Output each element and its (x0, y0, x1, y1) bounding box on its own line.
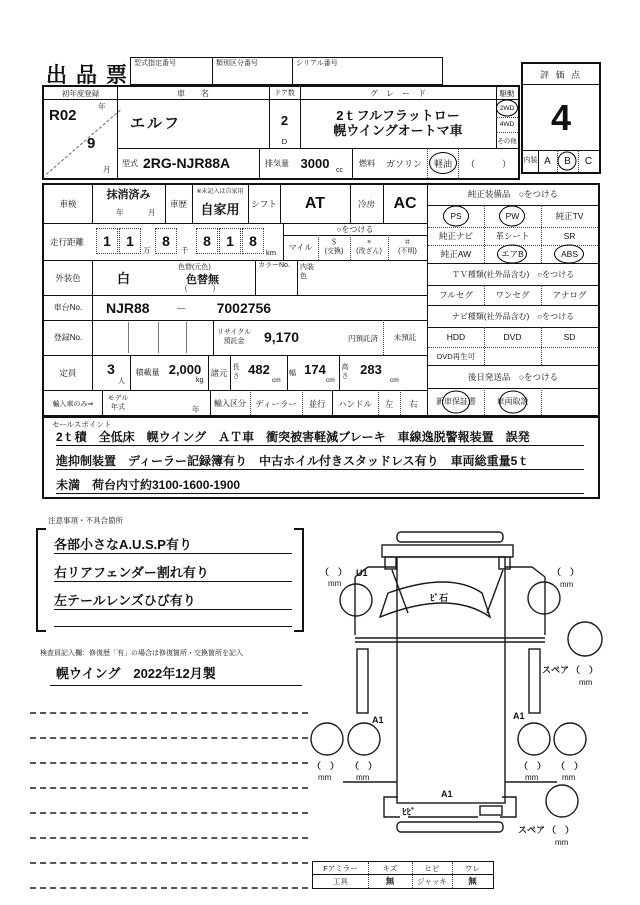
ruled-line (30, 887, 308, 889)
inspector-note: 検査員記入欄：修復歴「有」の場合は修復箇所・交換箇所を記入 (40, 650, 243, 657)
ext-color-value: 白 (117, 271, 131, 286)
mileage-digit-2: 1 (119, 228, 141, 254)
height-value: 283 (360, 361, 382, 377)
first-reg-year: R02 (49, 107, 77, 124)
mileage-man-unit: 万 (143, 246, 151, 255)
serial-no-box (292, 57, 443, 85)
int-color-label: 内装 色 (300, 264, 314, 281)
import-only-label: 輸入車のみ⇒ (52, 400, 94, 408)
side-rail-right (529, 649, 540, 713)
page-title: 出品票 (46, 64, 136, 87)
model-value: 2RG-NJR88A (143, 155, 231, 171)
reg-no-label: 登録No. (53, 333, 83, 342)
chassis-serial: 7002756 (216, 299, 272, 316)
wheel-size-mm-rl2: mm (356, 773, 370, 782)
fuel-opt-diesel: 軽油 (427, 148, 458, 178)
mile-label: マイル (288, 243, 313, 252)
first-reg-month: 9 (87, 135, 96, 152)
mileage-unit: km (266, 248, 276, 257)
equip-airbag: エアB (501, 249, 524, 259)
sales-points-label: セールスポイント (52, 420, 112, 429)
mile-unknown: ＃ (不明) (398, 239, 417, 255)
ruled-line (30, 862, 308, 864)
jack-none: 無 (468, 876, 477, 886)
truck-roof-bar (382, 545, 513, 557)
height-unit: cm (390, 377, 399, 384)
model-year-label: モデル 年式 (107, 395, 129, 411)
sales-line-1: 2ｔ積 全低床 幌ウイング ＡＴ車 衝突被害軽減ブレーキ 車線逸脱警報装置 誤発 (56, 428, 584, 446)
rear-step (480, 806, 502, 815)
truck-rear-bumper (397, 822, 503, 832)
notes-bracket-left (36, 528, 46, 632)
length-label: 長 さ (232, 364, 240, 380)
chassis-value (92, 295, 427, 320)
mile-exchange: ＄ (交換) (324, 239, 344, 255)
model-designation-no-label: 型式指定番号 (134, 60, 176, 67)
wheel-size-mm-fr: mm (560, 580, 574, 589)
navi-hdd: HDD (446, 332, 466, 342)
inspection-label: 車検 (59, 199, 77, 209)
interior-grade-a: A (544, 155, 551, 167)
model-row (117, 148, 518, 178)
truck-front-bumper (397, 532, 503, 542)
spare-paren-2: （ ） (547, 825, 575, 835)
drive-opt-other: その他 (497, 137, 517, 145)
shift-value: AT (304, 195, 326, 212)
spare-label-1: スペア (542, 665, 570, 675)
ruled-line (30, 812, 308, 814)
recycle-label: リサイクル 預託金 (216, 329, 252, 345)
tools-none: 無 (385, 876, 395, 886)
class-division-no-box (212, 57, 293, 85)
spare-mm-1: mm (579, 678, 593, 687)
wheel-size-paren-rr1: （ ） (519, 761, 547, 771)
interior-grade-b: B (564, 155, 571, 167)
jack-label: ジャッキ (417, 876, 447, 886)
front-wheel-right (528, 582, 560, 614)
rear-wheel-left-inner (348, 723, 380, 755)
mileage-label: 走行距離 (49, 236, 84, 247)
fuel-label: 燃料 (352, 148, 381, 178)
drive-label: 駆動 (499, 88, 515, 98)
mirror-break: ワレ (465, 863, 480, 873)
car-name-label: 車 名 (177, 88, 209, 98)
ext-color-label: 外装色 (55, 272, 81, 283)
fuel-other: （ ） (458, 148, 518, 178)
shift-label: シフト (251, 199, 277, 209)
diagram-a1-left: A1 (372, 715, 384, 725)
spare-mm-2: mm (555, 838, 569, 847)
mileage-digit-1: 1 (96, 228, 118, 254)
ruled-line (30, 787, 308, 789)
displacement-unit: cc (336, 167, 343, 174)
rear-wheel-left-outer (311, 723, 343, 755)
history-value: 自家用 (200, 201, 240, 217)
equip-tv: 純正TV (555, 211, 584, 221)
drive-opt-4wd: 4WD (499, 121, 515, 128)
equip-aw: 純正AW (440, 249, 472, 259)
handle-right: 右 (409, 398, 418, 409)
equipment-header: 純正装備品 ○をつける (467, 189, 559, 199)
recycle-not-deposited: 未預託 (393, 333, 417, 342)
navi-dvd: DVD (503, 332, 522, 342)
inspector-entry: 幌ウイング 2022年12月製 (50, 663, 302, 686)
defect-line-3: 左テールレンズひび有り (54, 590, 292, 610)
rear-wheel-right-outer (554, 723, 586, 755)
side-rail-left (357, 649, 368, 713)
inspection-year-unit: 年 (116, 208, 124, 217)
equip-abs: ABS (560, 249, 578, 259)
ruled-line (30, 712, 308, 714)
equip-navi: 純正ナビ (438, 231, 473, 241)
first-reg-label: 初年度登録 (61, 88, 100, 98)
tv-type-header: ＴＶ種類(社外品含む) ○をつける (451, 269, 575, 279)
history-label: 車歴 (169, 199, 187, 209)
aircon-value: AC (393, 195, 417, 212)
defect-line-2: 右リアフェンダー割れ有り (54, 562, 292, 582)
handle-label: ハンドル (337, 398, 372, 409)
drive-opt-2wd: 2WD (499, 104, 515, 112)
diagram-a1-bottom: A1 (441, 789, 453, 799)
model-year-unit: 年 (192, 405, 200, 414)
color-change-value: 色替無 (186, 274, 219, 286)
grade-label: グ レ ー ド (370, 88, 426, 98)
first-reg-month-unit: 月 (103, 165, 111, 174)
sales-line-3: 未満 荷台内寸約3100-1600-1900 (56, 476, 584, 494)
rear-wheel-right-inner (518, 723, 550, 755)
evaluation-score: 4 (550, 96, 572, 138)
spare-tire-2 (546, 785, 578, 817)
load-unit: kg (196, 377, 204, 384)
truck-body-outline (397, 557, 505, 803)
length-unit: cm (272, 377, 281, 384)
mileage-digit-4: 8 (196, 228, 218, 254)
notes-bracket-right (294, 528, 304, 632)
doors-sub: D (281, 137, 288, 146)
sales-line-2: 進抑制装置 ディーラー記録簿有り 中古ホイル付きスタッドレス有り 車両総重量5ｔ (56, 452, 584, 470)
interior-grade-c: C (584, 155, 593, 167)
import-parallel: 並行 (308, 398, 326, 409)
grade-value: 2ｔフルフラットロー 幌ウイングオートマ車 (333, 107, 463, 138)
width-value: 174 (304, 361, 326, 377)
aircon-label: 冷房 (357, 199, 375, 209)
car-name-value: エルフ (130, 115, 182, 132)
truck-fender-right-top (505, 567, 545, 577)
diagram-a1-right: A1 (513, 711, 525, 721)
diagram-crack-label: ﾋﾋﾞ (402, 807, 416, 817)
wheel-size-mm-fl: mm (328, 579, 342, 588)
navi-type-header: ナビ種類(社外品含む) ○をつける (451, 311, 575, 321)
chassis-dash: － (175, 302, 187, 315)
evaluation-label: 評 価 点 (539, 69, 582, 80)
defect-line-1: 各部小さなA.U.S.P有り (54, 534, 292, 554)
fuel-opt-gasoline: ガソリン (385, 158, 422, 169)
tv-full-seg: フルセグ (439, 290, 473, 300)
mileage-digit-5: 1 (219, 228, 241, 254)
capacity-value: 3 (107, 361, 115, 377)
equip-sr: SR (563, 231, 576, 241)
tv-analog: アナログ (552, 290, 587, 300)
mile-tampered: × (改ざん) (356, 239, 382, 255)
wheel-size-paren-rl2: （ ） (350, 761, 378, 771)
interior-grade-label: 内装 (523, 156, 538, 164)
displacement-label: 排気量 (259, 148, 294, 178)
spare-tire-1 (568, 622, 602, 656)
navi-sd: SD (563, 332, 576, 342)
mile-circle-note: ○をつける (336, 224, 374, 234)
color-change-paren: （ ） (180, 284, 220, 293)
defect-line-empty (54, 614, 292, 627)
import-class-label: 輸入区分 (214, 399, 246, 408)
later-ship-warranty: 新車保証書 (436, 397, 476, 406)
ruled-line (30, 762, 308, 764)
mirror-crack: ヒビ (424, 863, 440, 873)
ruled-line (30, 837, 308, 839)
dvd-playable: DVD再生可 (436, 351, 476, 361)
diagram-stone-chip-label: ﾋﾞ石 (430, 593, 449, 603)
capacity-unit: 人 (118, 378, 125, 385)
tv-one-seg: ワンセグ (495, 290, 530, 300)
class-division-no-label: 類別区分番号 (216, 60, 258, 67)
model-label: 型式 (122, 158, 138, 168)
mirror-label: Fアミラー (323, 863, 358, 873)
ruled-line (30, 737, 308, 739)
front-wheel-left (340, 584, 372, 616)
handle-left: 左 (384, 398, 394, 409)
model-designation-no-box (130, 57, 213, 85)
doors-value: 2 (280, 112, 289, 128)
length-value: 482 (248, 361, 270, 377)
mileage-digit-6: 8 (242, 228, 264, 254)
load-value: 2,000 (168, 361, 202, 377)
wheel-size-mm-rr2: mm (562, 773, 576, 782)
load-label: 積載量 (135, 368, 160, 377)
serial-no-label: シリアル番号 (296, 60, 338, 67)
wheel-size-mm-rr1: mm (525, 773, 539, 782)
equip-ps: PS (450, 211, 462, 221)
mirror-scratch: キズ (382, 863, 398, 873)
mileage-sen-unit: 千 (181, 246, 189, 255)
capacity-label: 定員 (59, 367, 77, 378)
wheel-size-paren-rl1: （ ） (312, 761, 340, 771)
notes-header: 注意事項・不具合箇所 (48, 516, 123, 525)
diagram-u1-label: U1 (356, 568, 368, 578)
color-no-label: カラーNo. (258, 262, 290, 269)
tools-label: 工具 (333, 876, 348, 886)
height-label: 高 さ (341, 364, 349, 380)
mileage-digit-3: 8 (155, 228, 177, 254)
later-ship-header: 後日発送品 ○をつける (467, 371, 559, 382)
displacement-value: 3000 (300, 155, 330, 171)
spare-label-2: スペア (518, 825, 546, 835)
color-change-label: 色替(元色) (178, 264, 211, 271)
import-dealer: ディーラー (255, 398, 297, 409)
later-ship-manual: 車両取説 (496, 397, 529, 406)
chassis-prefix: NJR88 (106, 299, 150, 316)
spare-paren-1: （ ） (571, 665, 599, 675)
recycle-amount: 9,170 (264, 329, 300, 345)
wheel-size-paren-fr: （ ） (552, 567, 580, 577)
recycle-deposited: 円預託済 (348, 334, 378, 343)
inspection-month-unit: 月 (148, 208, 156, 217)
history-note: ※未記入は自家用 (196, 189, 244, 195)
equip-leather: 革シート (495, 231, 530, 241)
width-label: 幅 (289, 369, 296, 377)
doors-label: ドア数 (274, 90, 295, 97)
vehicle-diagram (310, 525, 632, 857)
truck-pillar-right (487, 570, 503, 613)
equip-pw: PW (505, 211, 520, 221)
chassis-label: 車台No. (53, 303, 83, 312)
first-reg-year-unit: 年 (98, 102, 106, 111)
dimensions-label: 諸元 (210, 367, 228, 378)
wheel-size-paren-rr2: （ ） (556, 761, 584, 771)
wheel-size-mm-rl1: mm (318, 773, 332, 782)
width-unit: cm (326, 377, 335, 384)
wheel-size-paren-fl: （ ） (320, 567, 348, 577)
inspection-status: 抹消済み (106, 189, 151, 201)
